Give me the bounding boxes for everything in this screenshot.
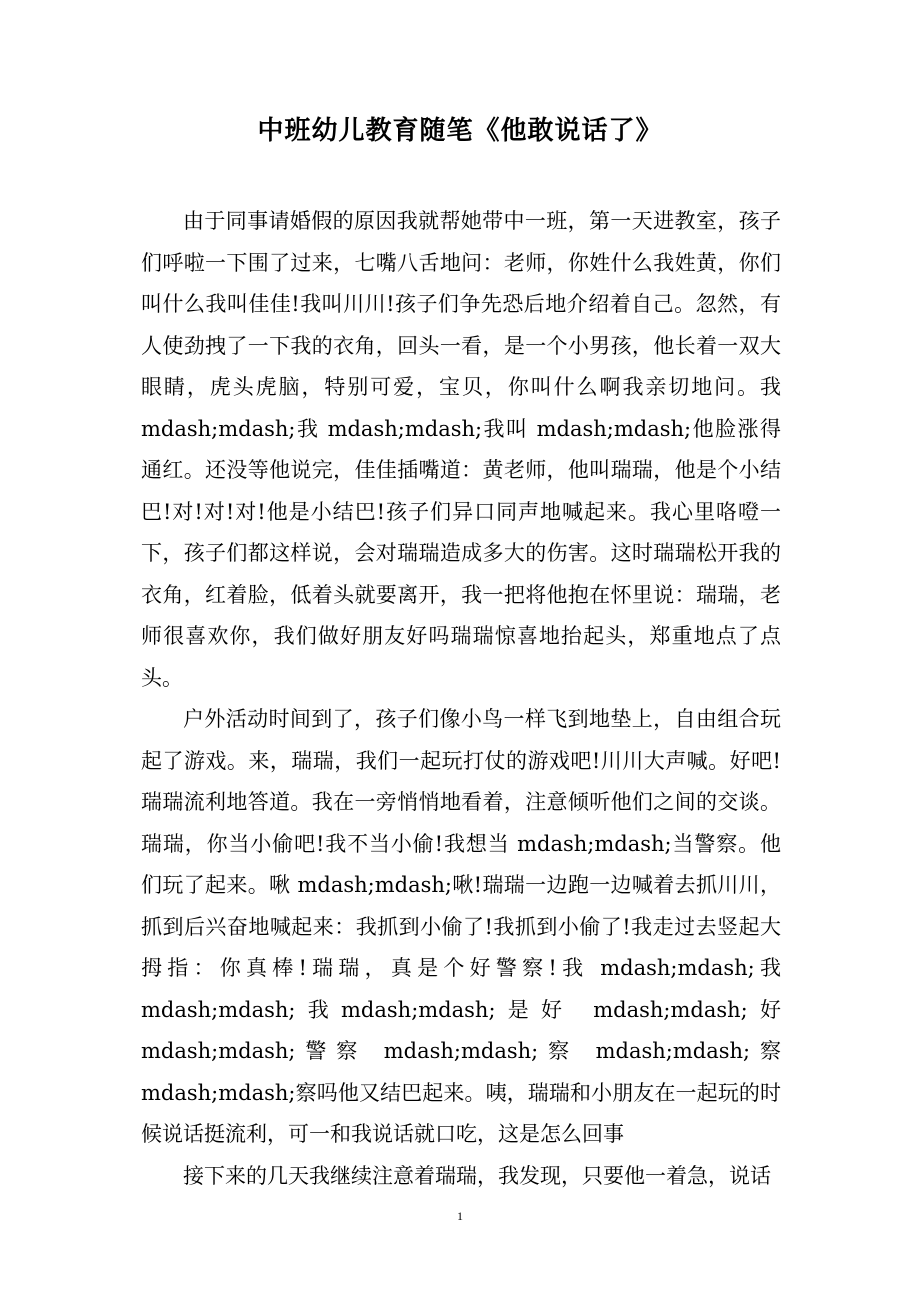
document-title: 中班幼儿教育随笔《他敢说话了》: [257, 116, 663, 146]
paragraph: 接下来的几天我继续注意着瑞瑞，我发现，只要他一着急，说话: [183, 1163, 771, 1188]
paragraph: 由于同事请婚假的原因我就帮她带中一班，第一天进教室，孩子们呼啦一下围了过来，七嘴八舌地问：老师，你姓什么我姓黄，你们叫什么我叫佳佳!我叫川川!孩子们争先恐后地介绍着自己。忽然，有人使劲拽了一下我的衣角，回头一看，是一个小男孩，他长着一双大眼睛，虎头虎脑，特别可爱，宝贝，你叫什么啊我亲切地问。我mdash;mdash;我 mdash;mdash;我叫 mdash;mdash;他脸涨得通红。还没等他说完，佳佳插嘴道：黄老师，他叫瑞瑞，他是个小结巴!对!对!对!他是小结巴!孩子们异口同声地喊起来。我心里咯噔一下，孩子们都这样说，会对瑞瑞造成多大的伤害。这时瑞瑞松开我的衣角，红着脸，低着头就要离开，我一把将他抱在怀里说：瑞瑞，老师很喜欢你，我们做好朋友好吗瑞瑞惊喜地抬起头，郑重地点了点头。: [141, 209, 781, 690]
document-body: [141, 201, 781, 1197]
page-number: 1: [457, 1209, 463, 1223]
paragraph: 户外活动时间到了，孩子们像小鸟一样飞到地垫上，自由组合玩起了游戏。来，瑞瑞，我们一起玩打仗的游戏吧!川川大声喊。好吧!瑞瑞流利地答道。我在一旁悄悄地看着，注意倾听他们之间的交谈。瑞瑞，你当小偷吧!我不当小偷!我想当 mdash;mdash;当警察。他们玩了起来。啾 mdash;mdash;啾!瑞瑞一边跑一边喊着去抓川川，抓到后兴奋地喊起来：我抓到小偷了!我抓到小偷了!我走过去竖起大拇指：你真棒!瑞瑞，真是个好警察!我 mdash;mdash;我 mdash;mdash;我mdash;mdash;是好 mdash;mdash;好 mdash;mdash;警察 mdash;mdash;察 mdash;mdash;察 mdash;mdash;察吗他又结巴起来。咦，瑞瑞和小朋友在一起玩的时候说话挺流利，可一和我说话就口吃，这是怎么回事: [141, 707, 781, 1146]
